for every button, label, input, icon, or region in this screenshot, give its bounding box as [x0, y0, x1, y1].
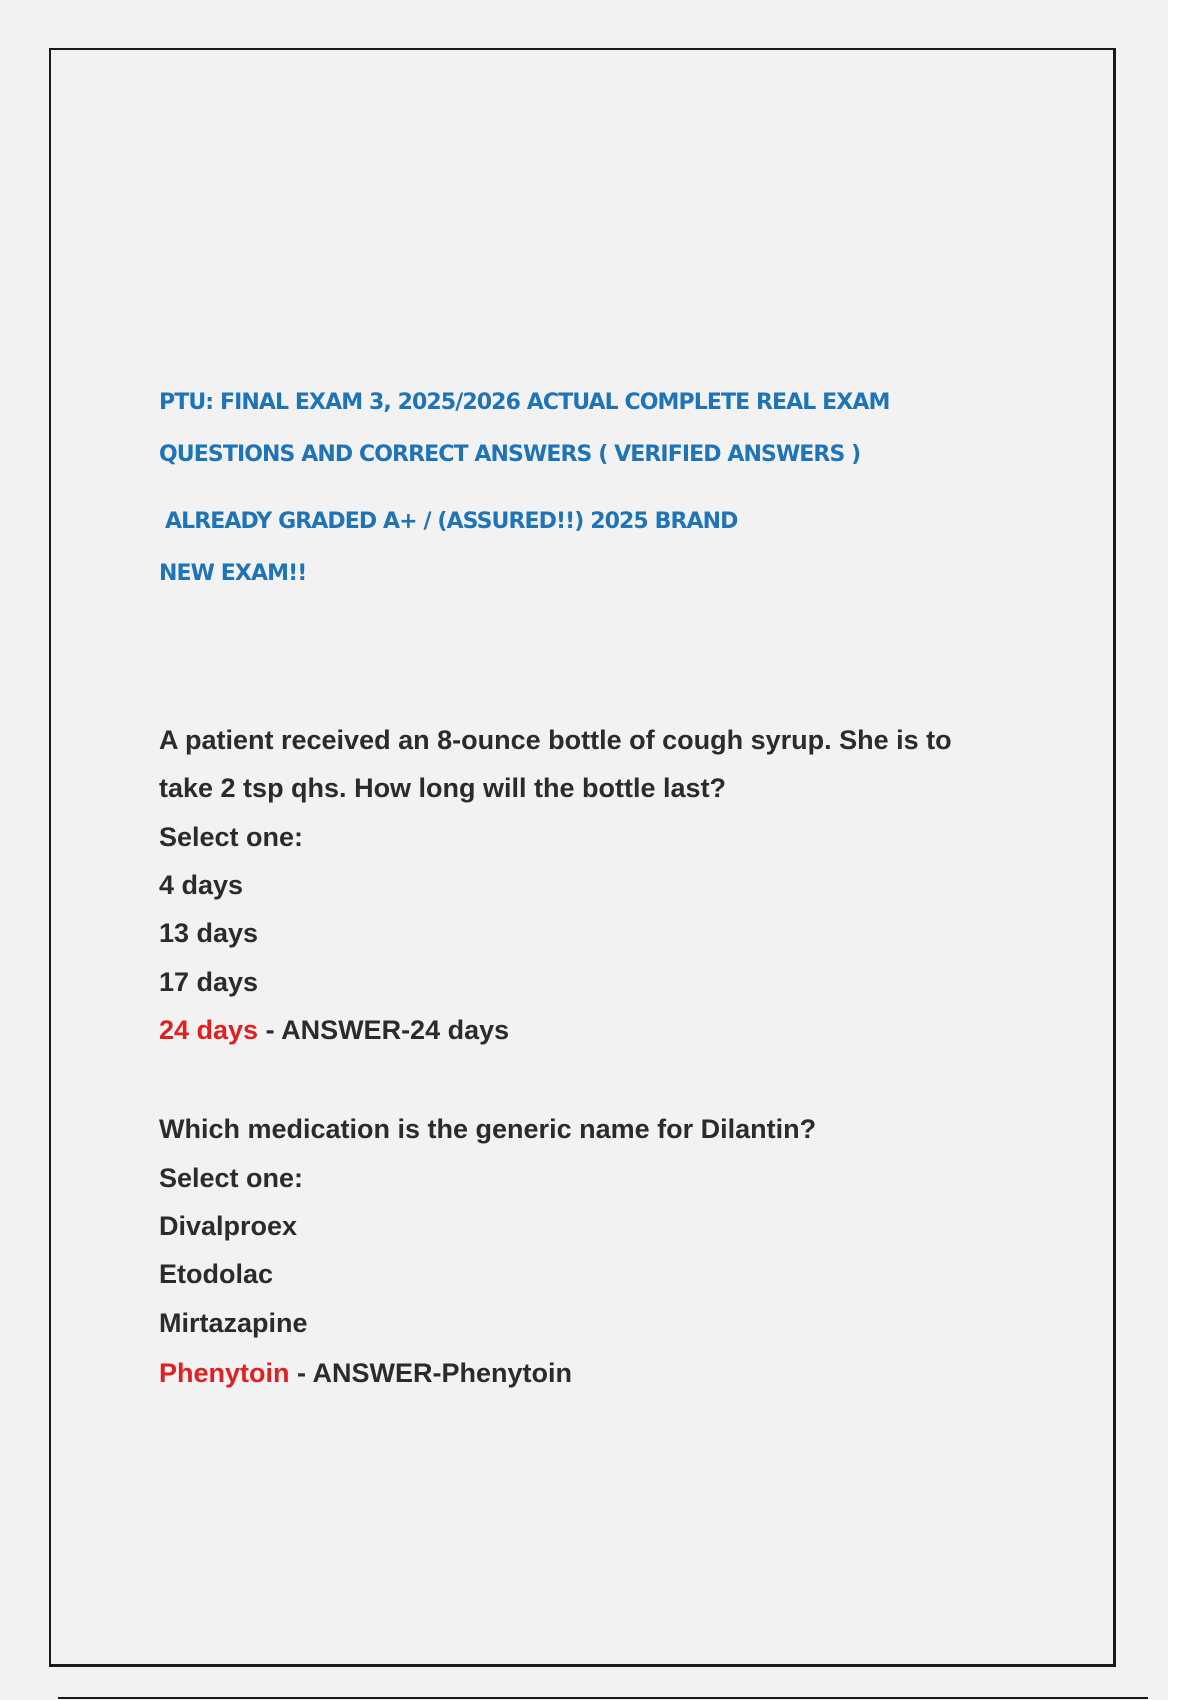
question-2-option-3: Mirtazapine: [159, 1308, 308, 1338]
question-2-answer-line: [159, 1360, 572, 1387]
question-1-select-label: Select one:: [159, 822, 304, 852]
exam-title-line-2: QUESTIONS AND CORRECT ANSWERS ( VERIFIED ANSWERS ): [159, 442, 861, 467]
question-1-answer-text: - ANSWER-24 days: [258, 1015, 510, 1045]
question-2-prompt-line-1: Which medication is the generic name for Dilantin?: [159, 1114, 817, 1144]
question-1-answer-line: [159, 1017, 509, 1044]
question-1-prompt-line-2: take 2 tsp qhs. How long will the bottle last?: [159, 773, 727, 803]
exam-title-line-3: ALREADY GRADED A+ / (ASSURED!!) 2025 BRAND: [165, 509, 738, 534]
question-1-prompt-line-1: A patient received an 8-ounce bottle of cough syrup. She is to: [159, 725, 952, 755]
exam-title-line-4: NEW EXAM!!: [159, 561, 307, 586]
page-margin-strip: [1168, 0, 1200, 1700]
question-2-answer-text: - ANSWER-Phenytoin: [289, 1358, 573, 1388]
question-1-option-2: 13 days: [159, 918, 259, 948]
question-1-option-3: 17 days: [159, 967, 259, 997]
exam-title-line-1: PTU: FINAL EXAM 3, 2025/2026 ACTUAL COMPLETE REAL EXAM: [159, 390, 890, 415]
question-2-select-label: Select one:: [159, 1163, 304, 1193]
question-2-correct-option: Phenytoin: [159, 1358, 290, 1388]
question-2-option-1: Divalproex: [159, 1211, 298, 1241]
question-2-option-2: Etodolac: [159, 1259, 274, 1289]
document-page: [49, 48, 1116, 1667]
question-1-correct-option: 24 days: [159, 1015, 259, 1045]
bottom-divider: [58, 1697, 1148, 1699]
question-1-option-1: 4 days: [159, 870, 244, 900]
